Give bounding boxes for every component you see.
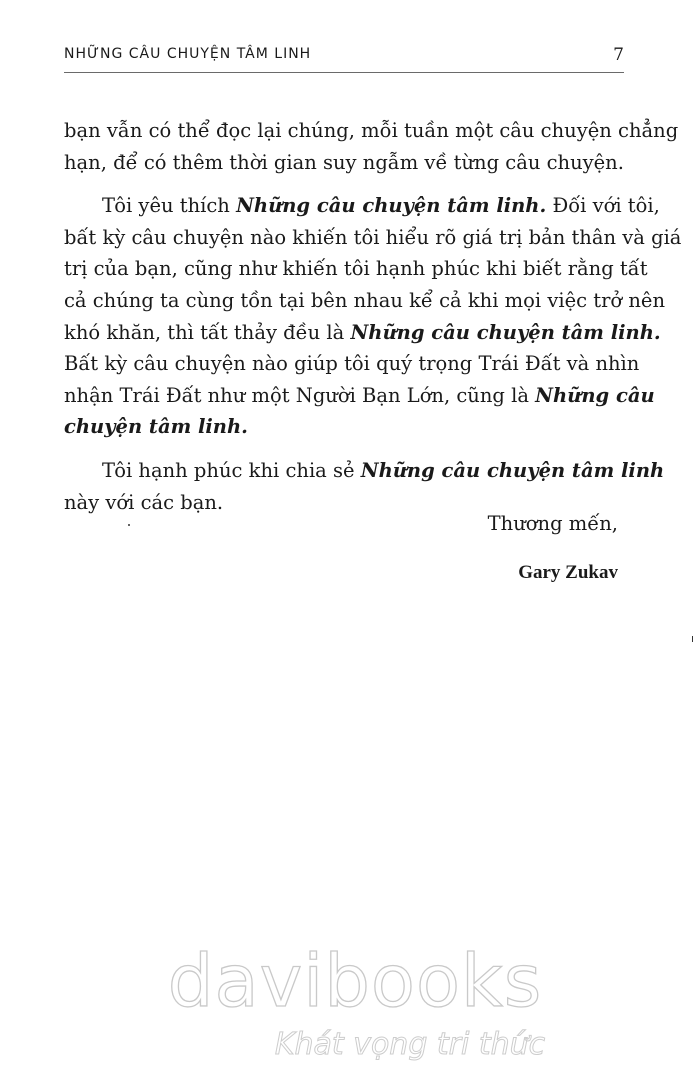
text-line: Bất kỳ câu chuyện nào giúp tôi quý trọng Trái Đất và nhìn <box>64 352 640 376</box>
text-line: chuyện tâm linh. <box>64 415 248 439</box>
text-line: khó khăn, thì tất thảy đều là Những câu chuyện tâm linh. <box>64 320 661 344</box>
paragraph-1 <box>64 115 679 178</box>
scan-speck <box>692 636 693 642</box>
text-line: hạn, để có thêm thời gian suy ngẫm về từng câu chuyện. <box>64 150 624 174</box>
text-line: Tôi yêu thích Những câu chuyện tâm linh. Đối với tôi, <box>102 194 660 218</box>
page-number: 7 <box>613 45 624 65</box>
closing-salutation: Thương mến, <box>487 512 618 535</box>
watermark-tagline: Khát vọng tri thức <box>274 1027 546 1062</box>
text-line: bạn vẫn có thể đọc lại chúng, mỗi tuần một câu chuyện chẳng <box>64 119 679 142</box>
text-line: trị của bạn, cũng như khiến tôi hạnh phúc khi biết rằng tất <box>64 257 648 281</box>
watermark-brand: davibooks <box>167 939 543 1023</box>
davibooks-watermark-logo <box>155 930 555 1070</box>
text-line: bất kỳ câu chuyện nào khiến tôi hiểu rõ giá trị bản thân và giá <box>64 225 682 249</box>
author-signature: Gary Zukav <box>518 562 618 583</box>
text-line: Tôi hạnh phúc khi chia sẻ Những câu chuyện tâm linh <box>102 458 665 482</box>
header-title: NHỮNG CÂU CHUYỆN TÂM LINH <box>64 46 312 62</box>
paragraph-3 <box>64 455 665 518</box>
text-line: cả chúng ta cùng tồn tại bên nhau kể cả khi mọi việc trở nên <box>64 288 666 312</box>
text-line: nhận Trái Đất như một Người Bạn Lớn, cũng là Những câu <box>64 383 655 407</box>
running-header <box>64 46 624 73</box>
body-text <box>64 115 682 530</box>
scan-speck <box>128 524 130 526</box>
text-line: này với các bạn. <box>64 490 224 514</box>
paragraph-2 <box>64 190 682 443</box>
